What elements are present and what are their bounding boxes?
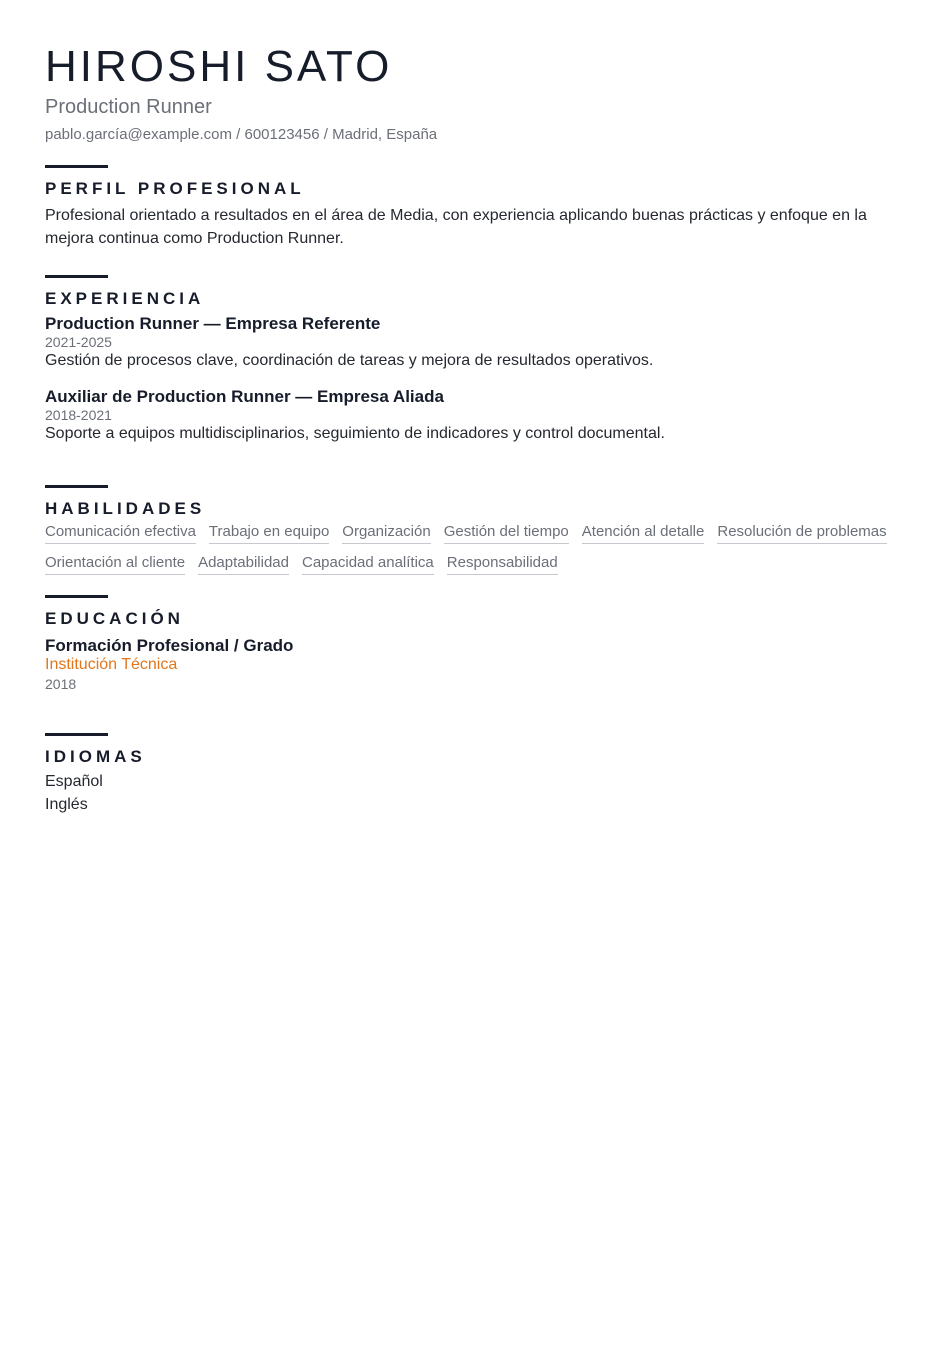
- section-divider: [45, 165, 108, 168]
- skills-list: [45, 522, 915, 575]
- education-year: 2018: [45, 676, 77, 692]
- experience-section: [45, 275, 912, 445]
- job-description: Gestión de procesos clave, coordinación de tareas y mejora de resultados operativos.: [45, 352, 654, 369]
- job-entry: [45, 387, 912, 445]
- section-title-languages: IDIOMAS: [45, 747, 146, 766]
- section-divider: [45, 485, 108, 488]
- skill-tag: Adaptabilidad: [198, 553, 289, 575]
- skill-tag: Orientación al cliente: [45, 553, 185, 575]
- candidate-role: Production Runner: [45, 96, 212, 118]
- language-item: Inglés: [45, 796, 88, 813]
- skill-tag: Organización: [342, 522, 430, 544]
- languages-section: [45, 733, 912, 816]
- education-institution: Institución Técnica: [45, 656, 178, 673]
- job-dates: 2021-2025: [45, 334, 112, 350]
- skill-tag: Resolución de problemas: [717, 522, 886, 544]
- skill-tag: Gestión del tiempo: [444, 522, 569, 544]
- skill-tag: Atención al detalle: [582, 522, 705, 544]
- section-divider: [45, 595, 108, 598]
- education-degree: Formación Profesional / Grado: [45, 636, 294, 655]
- language-item: Español: [45, 773, 103, 790]
- section-title-skills: HABILIDADES: [45, 499, 206, 518]
- section-divider: [45, 733, 108, 736]
- skill-tag: Trabajo en equipo: [209, 522, 329, 544]
- section-divider: [45, 275, 108, 278]
- skill-tag: Comunicación efectiva: [45, 522, 196, 544]
- candidate-name: HIROSHI SATO: [45, 42, 393, 91]
- education-section: [45, 595, 912, 693]
- job-dates: 2018-2021: [45, 407, 112, 423]
- languages-list: [45, 770, 912, 816]
- job-title: Auxiliar de Production Runner — Empresa Aliada: [45, 387, 444, 406]
- contact-info: pablo.garcía@example.com / 600123456 / Madrid, España: [45, 126, 438, 143]
- job-entry: [45, 314, 912, 372]
- profile-text: Profesional orientado a resultados en el área de Media, con experiencia aplicando buenas prácticas y enfoque en la mejora continua como Production Runner.: [45, 207, 867, 247]
- job-title: Production Runner — Empresa Referente: [45, 314, 381, 333]
- profile-section: [45, 165, 912, 250]
- section-title-profile: PERFIL PROFESIONAL: [45, 179, 305, 198]
- skills-section: [45, 485, 912, 575]
- section-title-education: EDUCACIÓN: [45, 609, 184, 628]
- section-title-experience: EXPERIENCIA: [45, 289, 205, 308]
- skill-tag: Capacidad analítica: [302, 553, 434, 575]
- job-description: Soporte a equipos multidisciplinarios, seguimiento de indicadores y control documental.: [45, 425, 665, 442]
- skill-tag: Responsabilidad: [447, 553, 558, 575]
- resume-header: [45, 44, 912, 145]
